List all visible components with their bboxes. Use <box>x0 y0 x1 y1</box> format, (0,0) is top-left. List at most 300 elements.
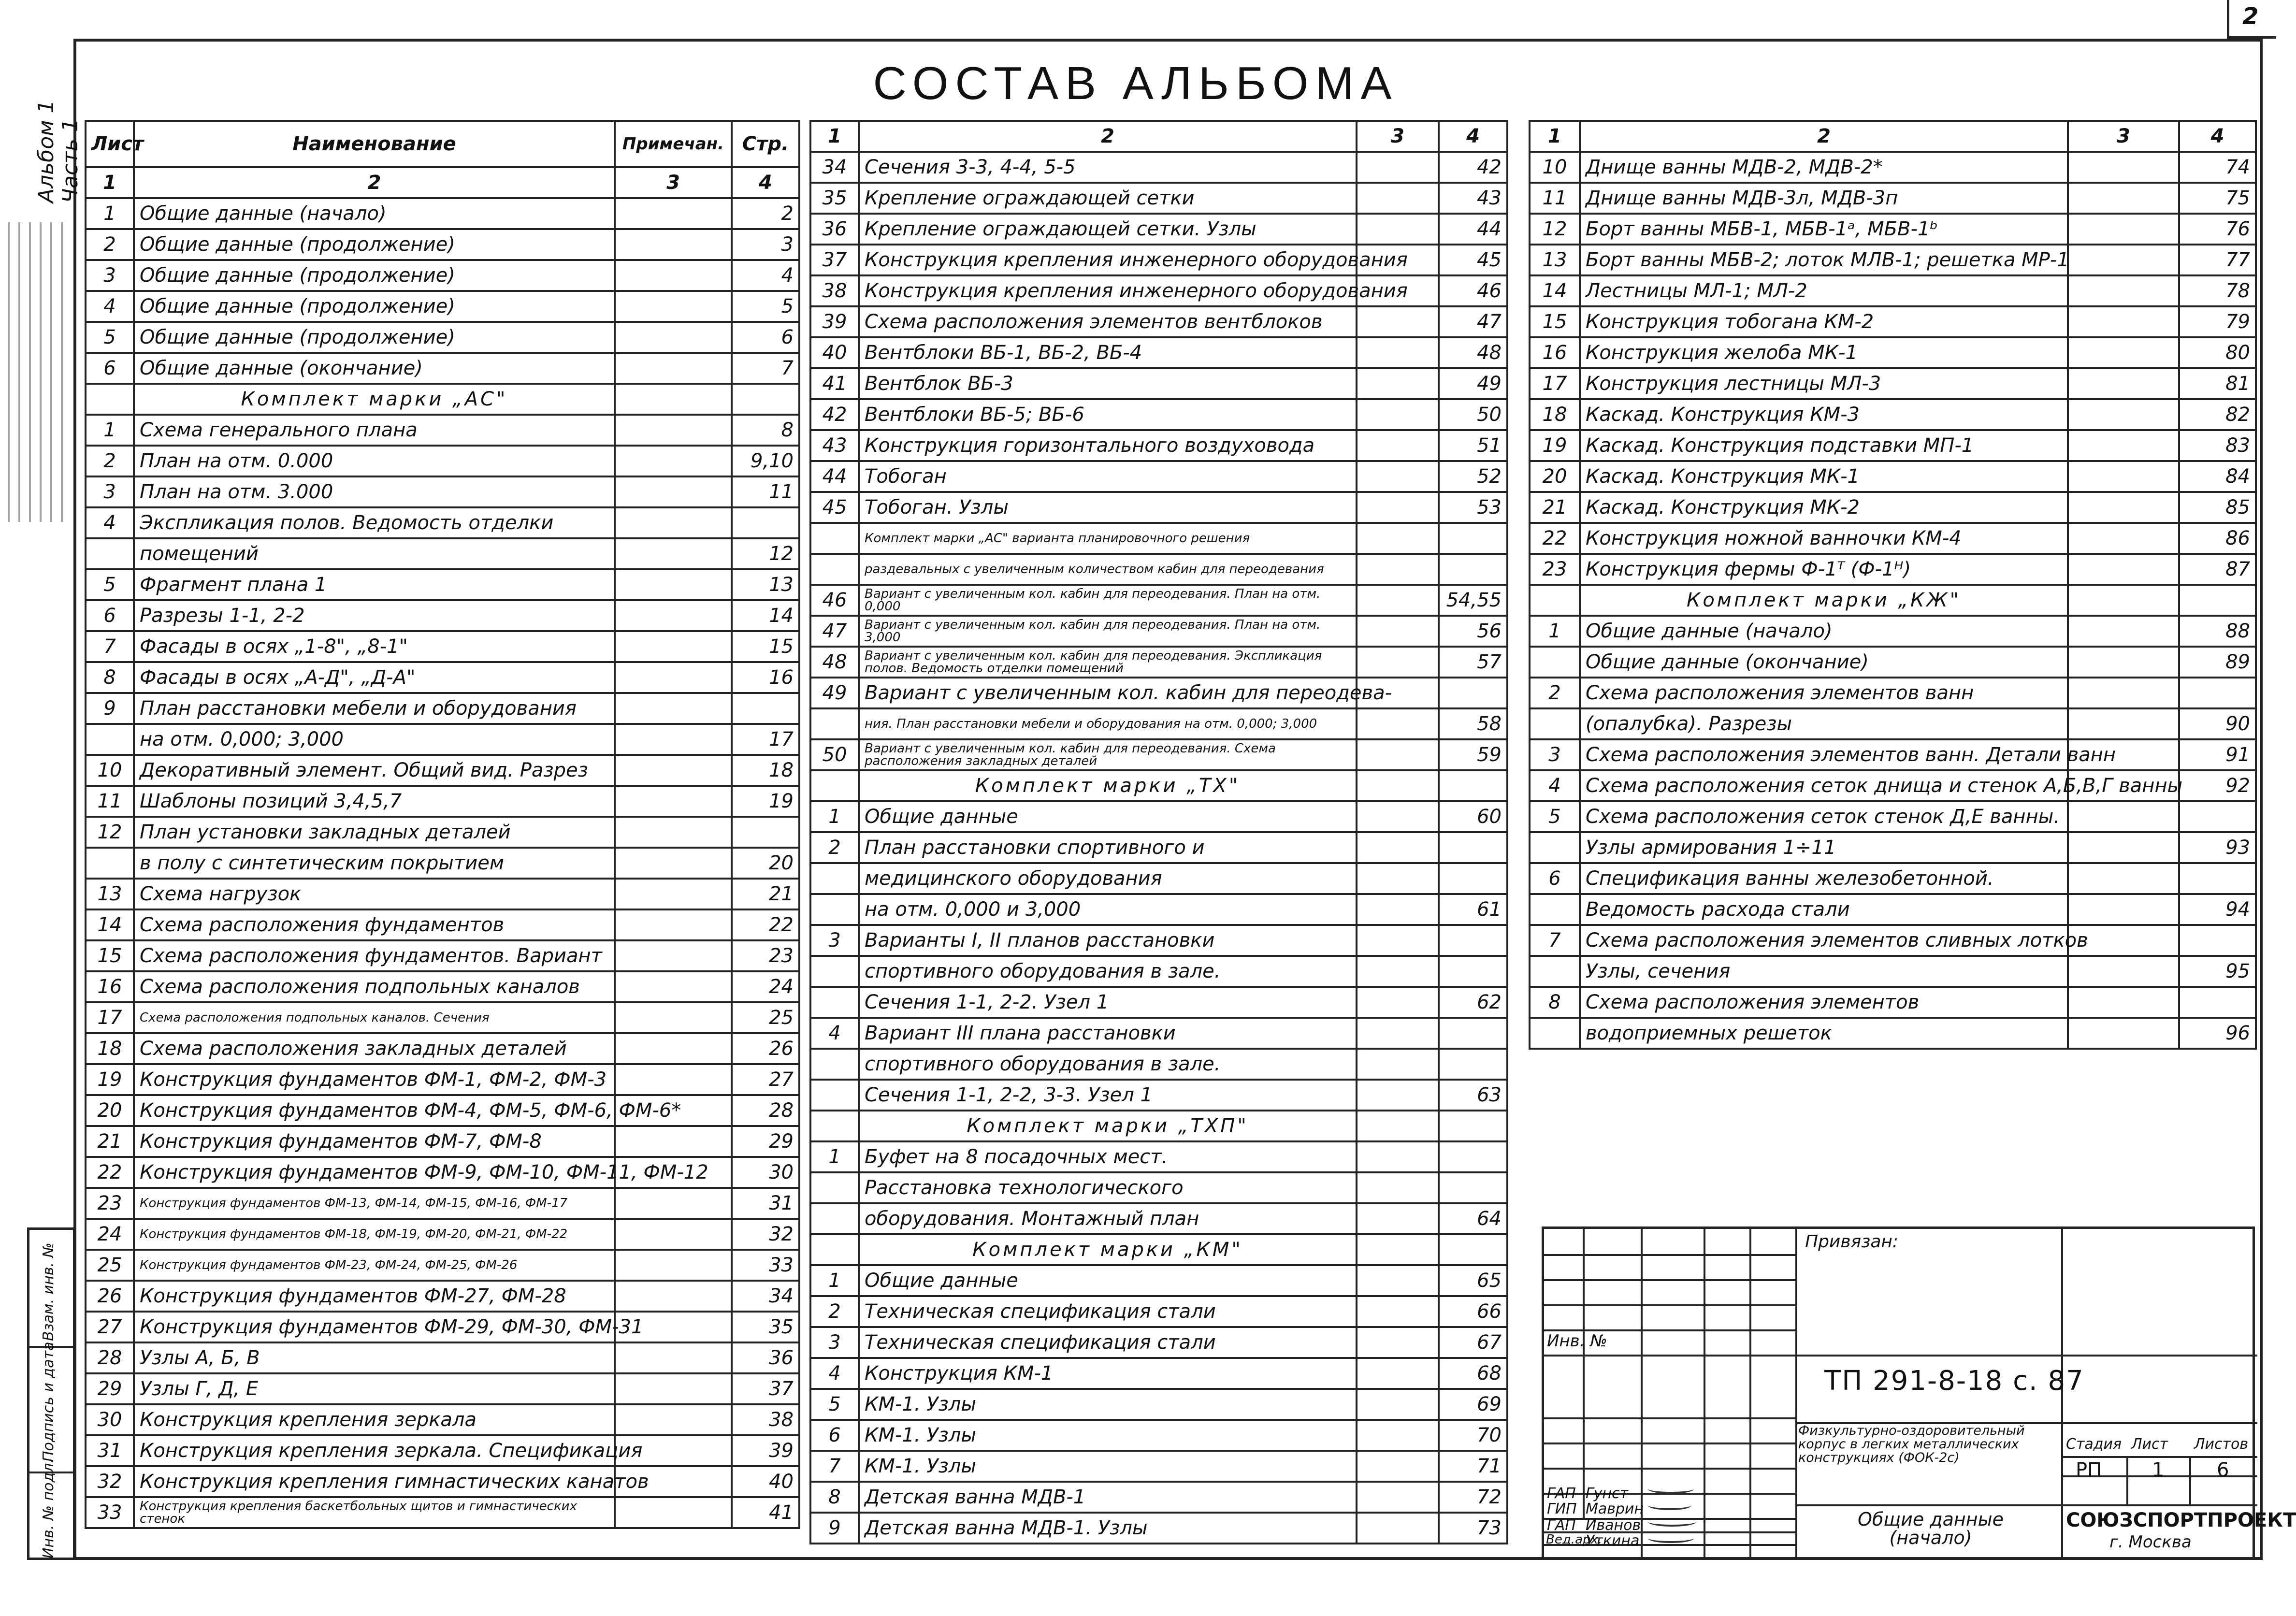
page-cell: 30 <box>732 1157 799 1188</box>
page-cell <box>1439 1172 1507 1203</box>
note-cell <box>615 322 732 353</box>
binder-label: Взам. инв. № <box>40 1242 57 1341</box>
note-cell <box>2068 337 2179 368</box>
note-cell <box>1357 1482 1439 1513</box>
page-cell: 7 <box>732 353 799 384</box>
name-cell: Узлы армирования 1÷11 <box>1580 832 2068 863</box>
sheet-number-cell: 9 <box>810 1513 859 1544</box>
col-number: 2 <box>1580 121 2068 152</box>
table-row <box>810 647 1507 678</box>
name-cell: План расстановки спортивного и <box>859 832 1357 863</box>
note-cell <box>615 1404 732 1435</box>
sheet-number-cell: 2 <box>810 832 859 863</box>
page-cell <box>2179 863 2256 894</box>
sheet-number-cell <box>810 1049 859 1080</box>
name-cell: Схема расположения подпольных каналов <box>134 971 615 1002</box>
note-cell <box>615 1188 732 1219</box>
page-cell: 69 <box>1439 1389 1507 1420</box>
table-row <box>1530 368 2256 399</box>
sheet-number-cell <box>810 1234 859 1265</box>
sheet-number-cell: 6 <box>86 600 134 631</box>
table-row <box>810 739 1507 770</box>
page-cell: 65 <box>1439 1265 1507 1296</box>
table-row <box>810 1389 1507 1420</box>
note-cell <box>2068 368 2179 399</box>
sheet-number-cell: 6 <box>1530 863 1580 894</box>
note-cell <box>1357 430 1439 461</box>
page-cell: 2 <box>732 198 799 229</box>
name-cell: Спецификация ванны железобетонной. <box>1580 863 2068 894</box>
name-cell: Лестницы МЛ-1; МЛ-2 <box>1580 275 2068 306</box>
table-row <box>810 1234 1507 1265</box>
register-table-1 <box>85 120 800 1529</box>
note-cell <box>1357 708 1439 739</box>
page-cell: 16 <box>732 662 799 693</box>
page-cell: 23 <box>732 940 799 971</box>
name-cell: Днище ванны МДВ-3л, МДВ-3п <box>1580 183 2068 214</box>
sheet-number-cell: 18 <box>1530 399 1580 430</box>
page-cell: 46 <box>1439 275 1507 306</box>
table-row <box>86 569 799 600</box>
table-row <box>1530 523 2256 554</box>
signer-name: Маврин <box>1586 1501 1644 1517</box>
sheet-number-cell: 10 <box>86 755 134 786</box>
header-sheet: Лист <box>86 121 134 167</box>
sheet-number-cell <box>810 1080 859 1111</box>
note-cell <box>615 879 732 909</box>
archive-stamp-mark <box>8 222 66 522</box>
sheet-number-cell <box>810 1111 859 1141</box>
name-cell: Варианты I, II планов расстановки <box>859 925 1357 956</box>
name-cell: Общие данные <box>859 1265 1357 1296</box>
sheet-number-cell: 1 <box>810 1141 859 1172</box>
table-row <box>810 430 1507 461</box>
note-cell <box>615 1497 732 1528</box>
page-cell: 44 <box>1439 214 1507 245</box>
note-cell <box>1357 368 1439 399</box>
note-cell <box>1357 1172 1439 1203</box>
sheet-number-cell <box>1530 956 1580 987</box>
note-cell <box>2068 585 2179 616</box>
page-cell: 48 <box>1439 337 1507 368</box>
note-cell <box>615 971 732 1002</box>
sheet-number-cell <box>1530 832 1580 863</box>
name-cell: Комплект марки „ТХ" <box>859 770 1357 801</box>
col-number: 3 <box>615 167 732 198</box>
table-row <box>1530 306 2256 337</box>
name-cell: Декоративный элемент. Общий вид. Разрез <box>134 755 615 786</box>
name-cell: Конструкция фундаментов ФМ-7, ФМ-8 <box>134 1126 615 1157</box>
sheet-number-cell: 2 <box>1530 678 1580 708</box>
table-row <box>86 1033 799 1064</box>
table-row <box>810 708 1507 739</box>
table-row <box>1530 214 2256 245</box>
sheet-number-cell: 11 <box>1530 183 1580 214</box>
page-cell: 50 <box>1439 399 1507 430</box>
table-row <box>810 275 1507 306</box>
sheet-number-cell: 37 <box>810 245 859 275</box>
page-cell: 70 <box>1439 1420 1507 1451</box>
note-cell <box>615 384 732 415</box>
page-cell: 85 <box>2179 492 2256 523</box>
table-row <box>1530 956 2256 987</box>
table-row <box>86 786 799 817</box>
note-cell <box>2068 306 2179 337</box>
sheet-number-cell: 3 <box>810 1327 859 1358</box>
table-row <box>1530 770 2256 801</box>
sheet-number-cell: 29 <box>86 1373 134 1404</box>
page-cell: 80 <box>2179 337 2256 368</box>
page-cell: 58 <box>1439 708 1507 739</box>
note-cell <box>1357 1018 1439 1049</box>
note-cell <box>1357 894 1439 925</box>
note-cell <box>1357 461 1439 492</box>
header-note: Примечан. <box>615 121 732 167</box>
note-cell <box>1357 554 1439 585</box>
note-cell <box>2068 894 2179 925</box>
note-cell <box>615 817 732 848</box>
page-cell: 54,55 <box>1439 585 1507 616</box>
name-cell: Техническая спецификация стали <box>859 1296 1357 1327</box>
note-cell <box>615 229 732 260</box>
name-cell: Комплект марки „ТХП" <box>859 1111 1357 1141</box>
name-cell: помещений <box>134 538 615 569</box>
note-cell <box>615 415 732 446</box>
name-cell: Каскад. Конструкция МК-1 <box>1580 461 2068 492</box>
table-row <box>86 693 799 724</box>
table-row <box>1530 739 2256 770</box>
sheet-number-cell <box>86 724 134 755</box>
page-cell <box>1439 1049 1507 1080</box>
signer-role: ГИП <box>1547 1501 1577 1517</box>
table-row <box>86 353 799 384</box>
page-cell: 57 <box>1439 647 1507 678</box>
table-row <box>810 554 1507 585</box>
note-cell <box>1357 399 1439 430</box>
name-cell: Конструкция лестницы МЛ-3 <box>1580 368 2068 399</box>
note-cell <box>1357 523 1439 554</box>
col-number: 2 <box>134 167 615 198</box>
note-cell <box>2068 245 2179 275</box>
page-cell: 14 <box>732 600 799 631</box>
name-cell: Тобоган <box>859 461 1357 492</box>
name-cell: Разрезы 1-1, 2-2 <box>134 600 615 631</box>
page-cell: 53 <box>1439 492 1507 523</box>
sheet-number-cell: 23 <box>86 1188 134 1219</box>
name-cell: Фасады в осях „А-Д", „Д-А" <box>134 662 615 693</box>
table-row <box>810 1513 1507 1544</box>
note-cell <box>2068 554 2179 585</box>
table-row <box>810 1482 1507 1513</box>
page-cell <box>1439 956 1507 987</box>
table-row <box>810 399 1507 430</box>
table-row <box>810 801 1507 832</box>
table-row <box>810 183 1507 214</box>
note-cell <box>615 291 732 322</box>
sheet-number-cell: 21 <box>86 1126 134 1157</box>
name-cell: Конструкция тобогана КМ-2 <box>1580 306 2068 337</box>
table-row <box>810 1111 1507 1141</box>
note-cell <box>1357 585 1439 616</box>
note-cell <box>615 1126 732 1157</box>
sheet-number-cell: 6 <box>810 1420 859 1451</box>
note-cell <box>615 940 732 971</box>
sheet-number-cell <box>1530 585 1580 616</box>
table-row <box>810 832 1507 863</box>
sheet-number-cell <box>810 863 859 894</box>
page-cell: 56 <box>1439 616 1507 647</box>
note-cell <box>2068 863 2179 894</box>
note-cell <box>2068 987 2179 1018</box>
name-cell: Комплект марки „АС" варианта планировочного решения <box>859 523 1357 554</box>
sheet-number-cell: 16 <box>1530 337 1580 368</box>
page-number: 2 <box>2242 3 2259 30</box>
table-row <box>86 1373 799 1404</box>
table-row <box>810 1296 1507 1327</box>
name-cell: Буфет на 8 посадочных мест. <box>859 1141 1357 1172</box>
signer-name: Иванов <box>1586 1517 1641 1534</box>
sheet-number-cell: 4 <box>1530 770 1580 801</box>
col-number: 3 <box>1357 121 1439 152</box>
page-cell: 43 <box>1439 183 1507 214</box>
table-row <box>810 1018 1507 1049</box>
name-cell: оборудования. Монтажный план <box>859 1203 1357 1234</box>
table-row <box>86 229 799 260</box>
note-cell <box>1357 1049 1439 1080</box>
table-row <box>1530 863 2256 894</box>
note-cell <box>1357 1111 1439 1141</box>
name-cell: Узлы Г, Д, Е <box>134 1373 615 1404</box>
page-cell <box>1439 554 1507 585</box>
name-cell: Конструкция крепления баскетбольных щитов и гимнастических стенок <box>134 1497 615 1528</box>
name-cell: Каскад. Конструкция подставки МП-1 <box>1580 430 2068 461</box>
table-row <box>86 724 799 755</box>
page-cell: 52 <box>1439 461 1507 492</box>
note-cell <box>615 693 732 724</box>
name-cell: Конструкция фундаментов ФМ-23, ФМ-24, ФМ-25, ФМ-26 <box>134 1250 615 1281</box>
sheet-header: Лист <box>2131 1436 2168 1453</box>
document-title: Общие данные (начало) <box>1858 1509 2004 1548</box>
note-cell <box>615 631 732 662</box>
sheet-number-cell: 33 <box>86 1497 134 1528</box>
table-row <box>810 585 1507 616</box>
name-cell: Конструкция фундаментов ФМ-13, ФМ-14, ФМ-15, ФМ-16, ФМ-17 <box>134 1188 615 1219</box>
name-cell: Конструкция фундаментов ФМ-27, ФМ-28 <box>134 1281 615 1312</box>
table-row <box>810 987 1507 1018</box>
page-cell: 36 <box>732 1342 799 1373</box>
note-cell <box>2068 523 2179 554</box>
page-cell: 87 <box>2179 554 2256 585</box>
sheet-number-cell: 21 <box>1530 492 1580 523</box>
table-row <box>1530 183 2256 214</box>
sheet-number-cell: 40 <box>810 337 859 368</box>
table-row <box>86 1497 799 1528</box>
sheet-number-cell: 17 <box>1530 368 1580 399</box>
name-cell: Конструкция фундаментов ФМ-29, ФМ-30, ФМ-31 <box>134 1312 615 1342</box>
name-cell: Узлы А, Б, В <box>134 1342 615 1373</box>
table-row <box>810 337 1507 368</box>
page-cell: 61 <box>1439 894 1507 925</box>
name-cell: Конструкция КМ-1 <box>859 1358 1357 1389</box>
name-cell: Схема нагрузок <box>134 879 615 909</box>
table-row <box>1530 987 2256 1018</box>
note-cell <box>2068 214 2179 245</box>
name-cell: на отм. 0,000; 3,000 <box>134 724 615 755</box>
page-cell <box>1439 1111 1507 1141</box>
table-row <box>810 461 1507 492</box>
table-row <box>1530 461 2256 492</box>
sheet-number-cell: 3 <box>86 260 134 291</box>
organization: СОЮЗСПОРТПРОЕКТ <box>2066 1509 2296 1531</box>
note-cell <box>2068 647 2179 678</box>
sheet-number-cell <box>810 987 859 1018</box>
binding-strip <box>27 1227 75 1560</box>
sheet-number-cell: 5 <box>1530 801 1580 832</box>
page-cell <box>2179 925 2256 956</box>
note-cell <box>1357 1080 1439 1111</box>
name-cell: Комплект марки „АС" <box>134 384 615 415</box>
page-cell: 34 <box>732 1281 799 1312</box>
page-cell <box>732 693 799 724</box>
note-cell <box>2068 430 2179 461</box>
note-cell <box>1357 956 1439 987</box>
sheet-number-cell: 26 <box>86 1281 134 1312</box>
name-cell: (опалубка). Разрезы <box>1580 708 2068 739</box>
table-row <box>810 770 1507 801</box>
page-cell: 28 <box>732 1095 799 1126</box>
name-cell: КМ-1. Узлы <box>859 1389 1357 1420</box>
sheet-number-cell: 13 <box>1530 245 1580 275</box>
name-cell: Схема расположения закладных деталей <box>134 1033 615 1064</box>
name-cell: План расстановки мебели и оборудования <box>134 693 615 724</box>
table-row <box>86 631 799 662</box>
note-cell <box>1357 1358 1439 1389</box>
page-cell: 21 <box>732 879 799 909</box>
name-cell: ния. План расстановки мебели и оборудования на отм. 0,000; 3,000 <box>859 708 1357 739</box>
name-cell: Конструкция крепления инженерного оборудования <box>859 245 1357 275</box>
page-cell <box>2179 801 2256 832</box>
note-cell <box>615 662 732 693</box>
page-cell: 59 <box>1439 739 1507 770</box>
sheet-number-cell <box>810 1172 859 1203</box>
note-cell <box>615 1219 732 1250</box>
table-row <box>86 1188 799 1219</box>
table-row <box>1530 492 2256 523</box>
signer-name: Уткина <box>1586 1532 1640 1549</box>
sheet-number-cell: 6 <box>86 353 134 384</box>
sheet-number-cell: 4 <box>810 1018 859 1049</box>
note-cell <box>2068 832 2179 863</box>
page-cell: 92 <box>2179 770 2256 801</box>
page-cell: 20 <box>732 848 799 879</box>
signature-mark <box>1648 1501 1691 1510</box>
table-row <box>810 152 1507 183</box>
name-cell: Схема расположения фундаментов <box>134 909 615 940</box>
table-row <box>1530 554 2256 585</box>
page-cell: 32 <box>732 1219 799 1250</box>
page-cell: 22 <box>732 909 799 940</box>
sheet-number-cell: 46 <box>810 585 859 616</box>
page-cell <box>1439 925 1507 956</box>
sheets-value: 6 <box>2217 1459 2229 1481</box>
page-cell: 60 <box>1439 801 1507 832</box>
table-row <box>810 1420 1507 1451</box>
sheet-number-cell: 4 <box>810 1358 859 1389</box>
table-row <box>86 848 799 879</box>
note-cell <box>615 446 732 476</box>
page-cell: 38 <box>732 1404 799 1435</box>
page-cell: 9,10 <box>732 446 799 476</box>
page-cell: 76 <box>2179 214 2256 245</box>
sheet-number-cell <box>1530 647 1580 678</box>
table-row <box>810 863 1507 894</box>
name-cell: Схема расположения элементов ванн. Детали ванн <box>1580 739 2068 770</box>
table-row <box>1530 708 2256 739</box>
sheet-number-cell: 5 <box>86 569 134 600</box>
page-cell <box>1439 1141 1507 1172</box>
note-cell <box>1357 492 1439 523</box>
note-cell <box>2068 183 2179 214</box>
table-row <box>86 971 799 1002</box>
table-row <box>86 1342 799 1373</box>
note-cell <box>615 569 732 600</box>
name-cell: Схема расположения сеток днища и стенок А,Б,В,Г ванны <box>1580 770 2068 801</box>
sheet-number-cell: 45 <box>810 492 859 523</box>
table-row <box>86 600 799 631</box>
name-cell: водоприемных решеток <box>1580 1018 2068 1049</box>
col-number: 1 <box>86 167 134 198</box>
name-cell: Вариант с увеличенным кол. кабин для переодевания. Схема расположения закладных деталей <box>859 739 1357 770</box>
name-cell: Вариант с увеличенным кол. кабин для переодева- <box>859 678 1357 708</box>
table-row <box>86 1126 799 1157</box>
stage-header: Стадия <box>2066 1436 2122 1453</box>
sheet-value: 1 <box>2152 1459 2165 1481</box>
table-row <box>810 1049 1507 1080</box>
note-cell <box>1357 152 1439 183</box>
sheet-number-cell: 1 <box>810 801 859 832</box>
table-row <box>810 306 1507 337</box>
sheets-header: Листов <box>2194 1436 2249 1453</box>
page-cell: 18 <box>732 755 799 786</box>
table-row <box>1530 275 2256 306</box>
note-cell <box>1357 183 1439 214</box>
name-cell: Схема расположения элементов сливных лотков <box>1580 925 2068 956</box>
sheet-number-cell: 18 <box>86 1033 134 1064</box>
page-cell: 42 <box>1439 152 1507 183</box>
table-row <box>86 446 799 476</box>
note-cell <box>615 353 732 384</box>
table-row <box>810 214 1507 245</box>
organization-city: г. Москва <box>2109 1532 2192 1552</box>
sheet-number-cell <box>810 956 859 987</box>
col-number: 1 <box>810 121 859 152</box>
col-number: 4 <box>2179 121 2256 152</box>
page-cell: 96 <box>2179 1018 2256 1049</box>
note-cell <box>615 755 732 786</box>
sheet-number-cell: 50 <box>810 739 859 770</box>
page-cell: 88 <box>2179 616 2256 647</box>
sheet-number-cell: 1 <box>86 415 134 446</box>
sheet-number-cell: 7 <box>810 1451 859 1482</box>
page-cell: 66 <box>1439 1296 1507 1327</box>
note-cell <box>1357 214 1439 245</box>
note-cell <box>1357 739 1439 770</box>
signer-role: Вед.арх. <box>1546 1532 1603 1547</box>
col-number: 4 <box>732 167 799 198</box>
table-row <box>86 476 799 507</box>
name-cell: Конструкция фермы Ф-1ᵀ (Ф-1ᴴ) <box>1580 554 2068 585</box>
name-cell: спортивного оборудования в зале. <box>859 956 1357 987</box>
